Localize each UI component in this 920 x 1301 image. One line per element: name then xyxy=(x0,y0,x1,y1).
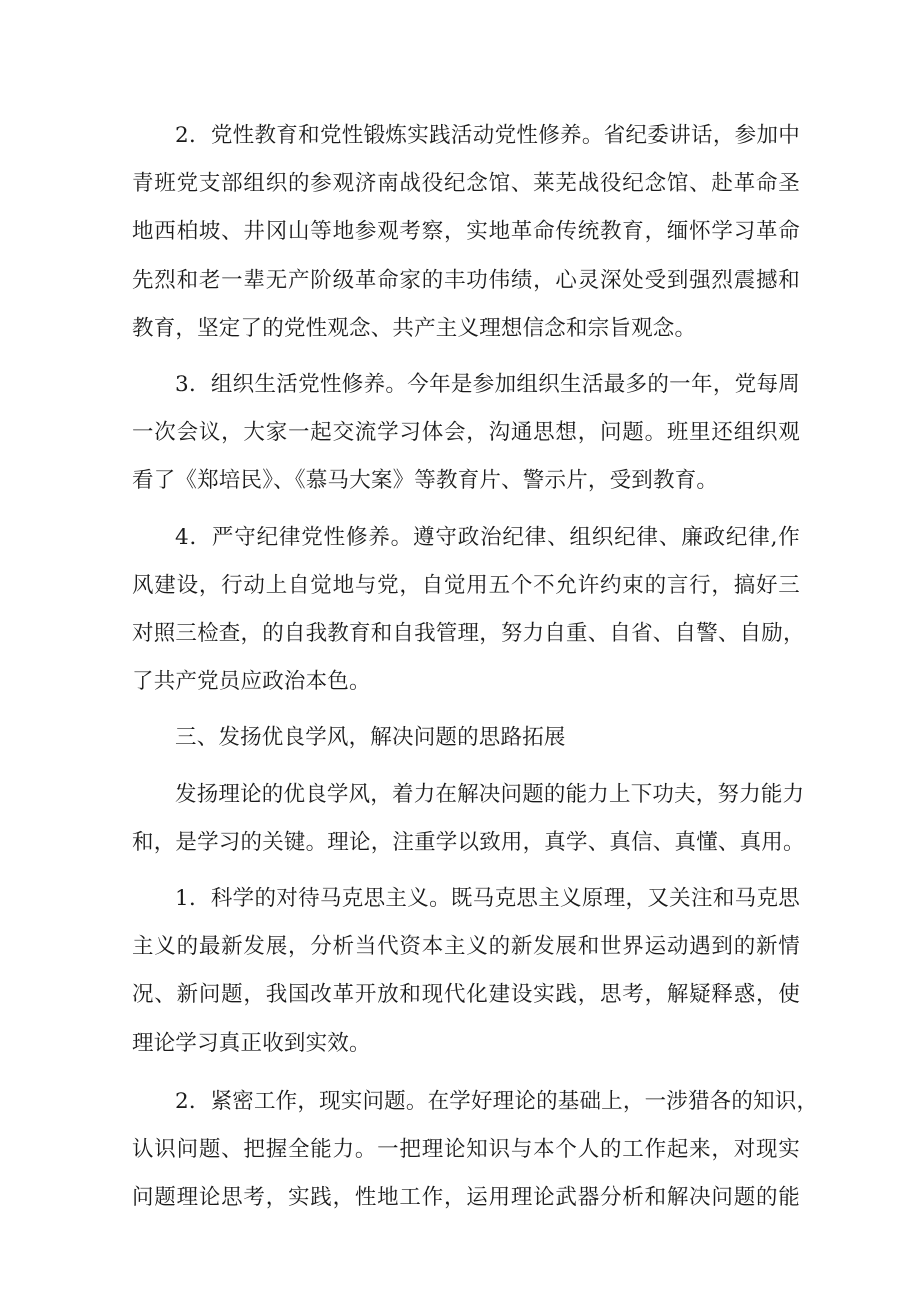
paragraph-organizational-life xyxy=(132,361,800,506)
paragraph-discipline xyxy=(132,514,805,707)
paragraph-work-practice xyxy=(132,1078,819,1223)
text-line: 了共产党员应政治本色。 xyxy=(132,669,371,695)
text-line: 看了《郑培民》、《慕马大案》等教育片、警示片，受到教育。 xyxy=(132,468,719,494)
text-line: 4．严守纪律党性修养。遵守政治纪律、组织纪律、廉政纪律,作 xyxy=(175,524,800,550)
text-line: 理论学习真正收到实效。 xyxy=(132,1030,371,1056)
paragraph-study-style-intro xyxy=(132,771,805,867)
text-line: 认识问题、把握全能力。一把理论知识与本个人的工作起来，对现实 xyxy=(132,1137,800,1163)
text-line: 对照三检查，的自我教育和自我管理，努力自重、自省、自警、自励， xyxy=(132,621,805,647)
text-line: 教育，坚定了的党性观念、共产主义理想信念和宗旨观念。 xyxy=(132,315,697,341)
text-line: 风建设，行动上自觉地与党，自觉用五个不允许约束的言行，搞好三 xyxy=(132,572,800,598)
text-line: 先烈和老一辈无产阶级革命家的丰功伟绩，心灵深处受到强烈震撼和 xyxy=(132,267,800,293)
text-line: 发扬理论的优良学风，着力在解决问题的能力上下功夫，努力能力 xyxy=(175,781,805,807)
text-line: 地西柏坡、井冈山等地参观考察，实地革命传统教育，缅怀学习革命 xyxy=(132,219,800,245)
text-line: 况、新问题，我国改革开放和现代化建设实践，思考，解疑释惑，使 xyxy=(132,982,800,1008)
text-line: 三、发扬优良学风，解决问题的思路拓展 xyxy=(175,725,566,751)
text-line: 和，是学习的关键。理论，注重学以致用，真学、真信、真懂、真用。 xyxy=(132,829,805,855)
document-body xyxy=(132,112,819,1222)
text-line: 问题理论思考，实践，性地工作，运用理论武器分析和解决问题的能 xyxy=(132,1185,800,1211)
paragraph-marxism xyxy=(132,875,800,1068)
text-line: 3．组织生活党性修养。今年是参加组织生活最多的一年，党每周 xyxy=(175,372,800,398)
section-heading-study-style xyxy=(132,714,800,762)
text-line: 青班党支部组织的参观济南战役纪念馆、莱芜战役纪念馆、赴革命圣 xyxy=(132,171,800,197)
text-line: 1．科学的对待马克思主义。既马克思主义原理，又关注和马克思 xyxy=(175,886,800,912)
text-line: 一次会议，大家一起交流学习体会，沟通思想，问题。班里还组织观 xyxy=(132,420,800,446)
paragraph-party-education xyxy=(132,112,800,353)
text-line: 2．党性教育和党性锻炼实践活动党性修养。省纪委讲话，参加中 xyxy=(175,123,800,148)
text-line: 主义的最新发展，分析当代资本主义的新发展和世界运动遇到的新情 xyxy=(132,934,800,960)
text-line: 2．紧密工作，现实问题。在学好理论的基础上，一涉猎各的知识， xyxy=(175,1088,819,1114)
